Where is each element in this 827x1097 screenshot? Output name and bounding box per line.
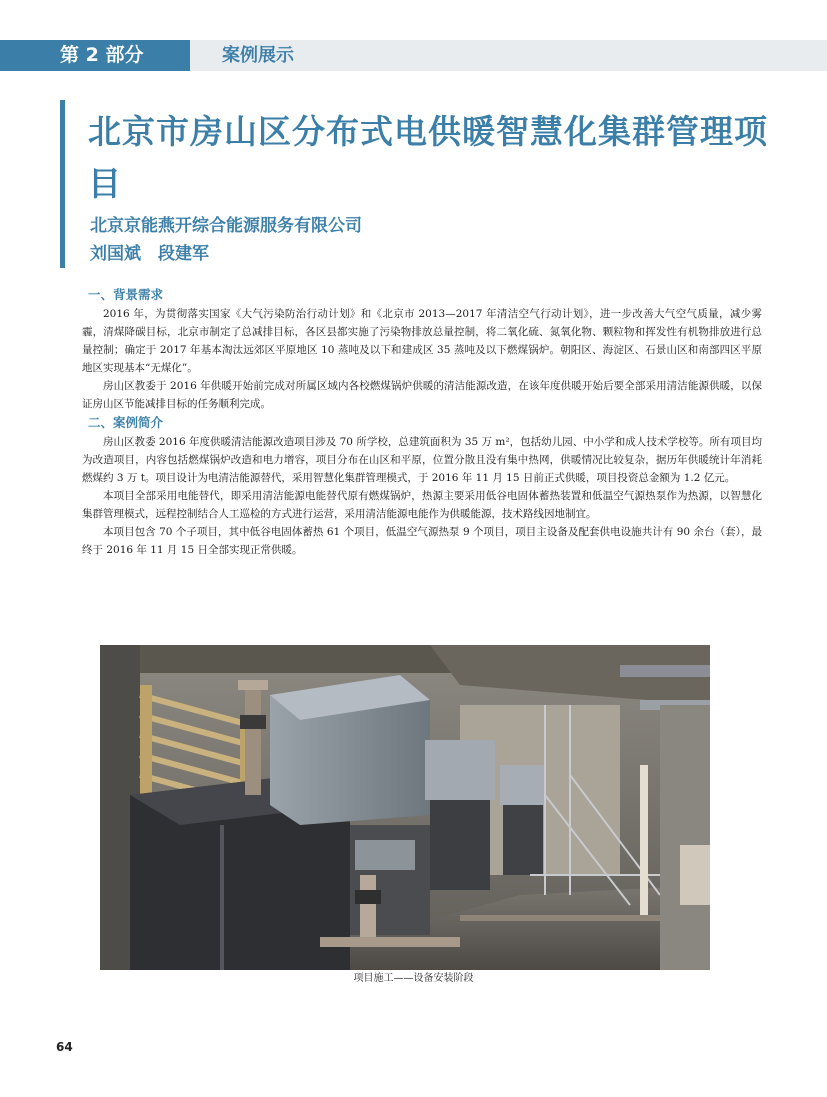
figure-caption: 项目施工——设备安装阶段: [353, 973, 474, 984]
part-label: 第 2 部分: [0, 40, 190, 71]
article-body: [82, 285, 762, 559]
article-title: 北京市房山区分布式电供暖智慧化集群管理项目: [88, 112, 768, 203]
construction-photo-illustration: [100, 645, 710, 970]
paragraph: 2016 年，为贯彻落实国家《大气污染防治行动计划》和《北京市 2013—2017 年清洁空气行动计划》，进一步改善大气空气质量，减少雾霾，清煤降碳目标，北京市制定了总减排目标，各区县都实施了污染物排放总量控制，将二氧化硫、氮氧化物、颗粒物和挥发性有机物排放进行总量控制；确定于 2017 年基本淘汰远郊区平原地区 10 蒸吨及以下和建成区 35 蒸吨及以下燃煤锅炉。朝阳区、海淀区、石景山区和南部四区平原地区实现基本“无煤化”。: [82, 308, 762, 374]
section-heading-case: 二、案例简介: [88, 415, 164, 430]
paragraph: 房山区教委 2016 年度供暖清洁能源改造项目涉及 70 所学校，总建筑面积为 35 万 m²，包括幼儿园、中小学和成人技术学校等。所有项目均为改造项目，内容包括燃煤锅炉改造和电力增容，项目分布在山区和平原，位置分散且没有集中热网，供暖情况比较复杂，据历年供暖统计年消耗燃煤约 3 万 t。项目设计为电清洁能源替代，采用智慧化集群管理模式，于 2016 年 11 月 15 日前正式供暖，项目投资总金额为 1.2 亿元。: [82, 436, 762, 484]
section-heading-background: 一、背景需求: [88, 287, 164, 302]
article-organization: 北京京能燕开综合能源服务有限公司: [90, 216, 362, 236]
section-label: 案例展示: [222, 45, 294, 66]
paragraph: 本项目包含 70 个子项目，其中低谷电固体蓄热 61 个项目，低温空气源热泵 9 个项目，项目主设备及配套供电设施共计有 90 余台（套），最终于 2016 年 11 月 15 日全部实现正常供暖。: [82, 526, 762, 556]
page-number: 64: [56, 1040, 73, 1054]
paragraph: 房山区教委于 2016 年供暖开始前完成对所属区域内各校燃煤锅炉供暖的清洁能源改造，在该年度供暖开始后要全部采用清洁能源供暖，以保证房山区节能减排目标的任务顺利完成。: [82, 380, 762, 410]
title-accent-bar: [60, 100, 65, 268]
article-authors: 刘国斌 段建军: [90, 244, 209, 264]
paragraph: 本项目全部采用电能替代，即采用清洁能源电能替代原有燃煤锅炉，热源主要采用低谷电固体蓄热装置和低温空气源热泵作为热源，以智慧化集群管理模式，远程控制结合人工巡检的方式进行运营，采用清洁能源电能作为供暖能源，技术路线因地制宜。: [82, 490, 762, 520]
header-bar: [0, 40, 827, 71]
construction-photo: [100, 645, 710, 970]
